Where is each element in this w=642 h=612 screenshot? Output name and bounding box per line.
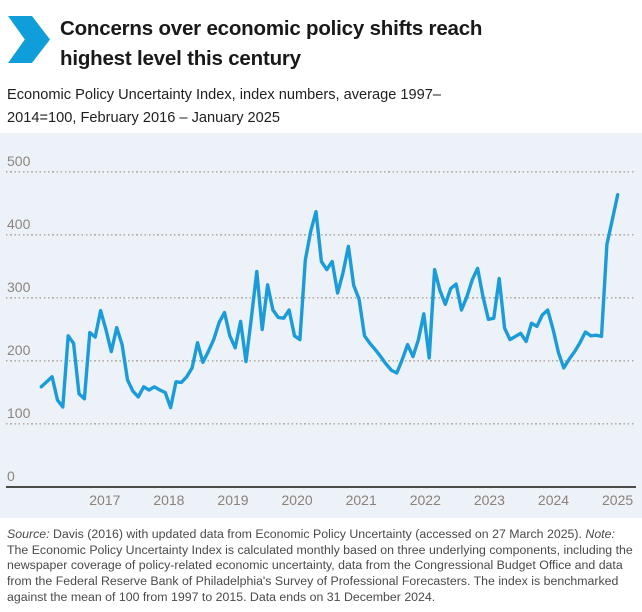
- x-axis-tick-label: 2019: [217, 492, 249, 508]
- x-axis-tick-label: 2020: [281, 492, 313, 508]
- x-axis-tick-label: 2017: [89, 492, 121, 508]
- x-axis-line: [6, 486, 636, 488]
- x-axis-tick-label: 2022: [409, 492, 441, 508]
- chart-subtitle-line2: 2014=100, February 2016 – January 2025: [7, 109, 281, 126]
- gridline-300: [6, 297, 636, 299]
- page-title-line1: Concerns over economic policy shifts reach: [60, 17, 483, 40]
- x-axis-tick-label: 2021: [345, 492, 377, 508]
- y-axis-tick-label: 0: [7, 468, 15, 484]
- epu-index-line: [41, 195, 617, 408]
- footnotes: [7, 527, 636, 606]
- gridline-500: [6, 171, 636, 173]
- y-axis-tick-label: 400: [7, 216, 31, 232]
- gridline-400: [6, 234, 636, 236]
- x-axis-tick-label: 2024: [537, 492, 570, 508]
- y-axis-tick-label: 500: [7, 153, 31, 169]
- gridline-200: [6, 360, 636, 362]
- x-axis-tick-label: 2018: [153, 492, 185, 508]
- x-axis-tick-label: 2023: [473, 492, 505, 508]
- source-text: Davis (2016) with updated data from Economic Policy Uncertainty (accessed on 27 March 2025).: [52, 527, 582, 541]
- page-title-line2: highest level this century: [60, 47, 301, 70]
- note-label: Note:: [585, 527, 615, 541]
- chart-subtitle-line1: Economic Policy Uncertainty Index, index numbers, average 1997–: [7, 87, 441, 103]
- note-text: The Economic Policy Uncertainty Index is calculated monthly based on three underlying components, including the newspaper coverage of policy-related economic uncertainty, data from the Congressional Budget Office and data from the Federal Reserve Bank of Philadelphia's Survey of Professional Forecasters. The index is benchmarked against the mean of 100 from 1997 to 2015. Data ends on 31 December 2024.: [7, 542, 633, 604]
- gridline-100: [6, 423, 636, 425]
- y-axis-tick-label: 100: [7, 405, 31, 421]
- source-label: Source:: [7, 527, 50, 541]
- y-axis-tick-label: 200: [7, 342, 31, 358]
- x-axis-tick-label: 2025: [602, 492, 634, 508]
- y-axis-tick-label: 300: [7, 279, 31, 295]
